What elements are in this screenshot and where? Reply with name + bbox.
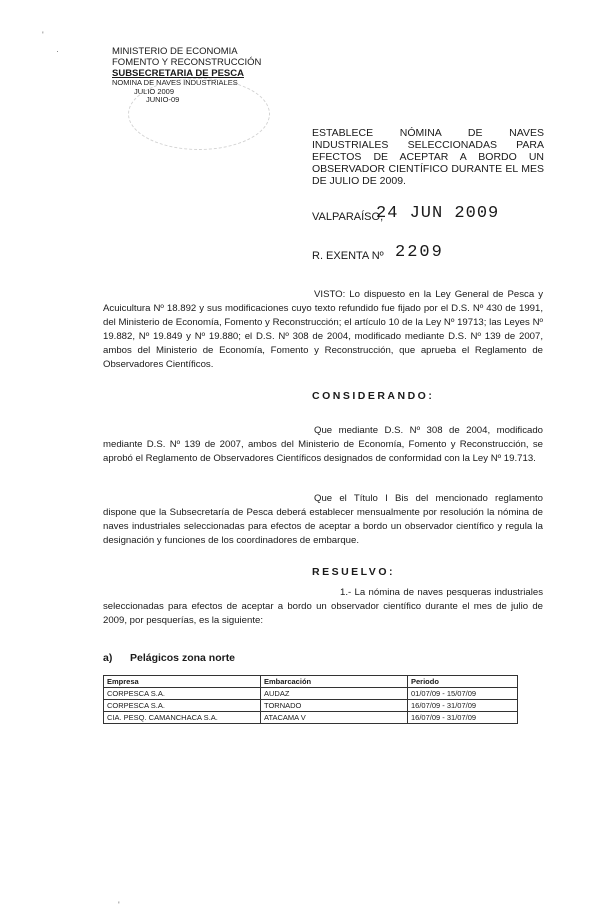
table-cell: 16/07/09 - 31/07/09 xyxy=(408,700,518,712)
considerando-paragraph-1: Que mediante D.S. Nº 308 de 2004, modificado mediante D.S. Nº 139 de 2007, ambos del Ministerio de Economía, Fomento y Reconstrucción, se aprobó el Reglamento de Observadores Científicos designados de conformidad con la Ley Nº 19.713. xyxy=(103,425,543,464)
table-row xyxy=(104,700,518,712)
section-title: Pelágicos zona norte xyxy=(130,652,236,664)
table-cell: TORNADO xyxy=(261,700,408,712)
considerando-heading: CONSIDERANDO: xyxy=(312,390,435,402)
column-header: Periodo xyxy=(408,676,518,688)
section-heading xyxy=(103,652,235,664)
table-header-row xyxy=(104,676,518,688)
scan-mark: · xyxy=(56,46,59,56)
date-stamp: 24 JUN 2009 xyxy=(376,204,500,223)
table-cell: CORPESCA S.A. xyxy=(104,700,261,712)
table-cell: CIA. PESQ. CAMANCHACA S.A. xyxy=(104,712,261,724)
ministry-subtitle: FOMENTO Y RECONSTRUCCIÓN xyxy=(112,57,262,68)
scan-mark: ' xyxy=(118,900,120,910)
column-header: Empresa xyxy=(104,676,261,688)
place-label: VALPARAÍSO, xyxy=(312,211,384,223)
document-title: ESTABLECE NÓMINA DE NAVES INDUSTRIALES SELECCIONADAS PARA EFECTOS DE ACEPTAR A BORDO UN OBSERVADOR CIENTÍFICO DURANTE EL MES DE JULIO DE 2009. xyxy=(312,127,544,187)
resolution-number: 2209 xyxy=(395,243,444,262)
column-header: Embarcación xyxy=(261,676,408,688)
visto-paragraph: VISTO: Lo dispuesto en la Ley General de Pesca y Acuicultura Nº 18.892 y sus modificaciones cuyo texto refundido fue fijado por el D.S. Nº 430 de 1991, del Ministerio de Economía, Fomento y Reconstrucción; el artículo 10 de la Ley Nº 19713; las Leyes Nº 19.882, Nº 19.849 y Nº 19.880; el D.S. Nº 308 de 2004, modificado mediante D.S. Nº 139 de 2007, ambos del Ministerio de Economía, Fomento y Reconstrucción, que aprueba el Reglamento de Observadores Científicos. xyxy=(103,289,543,370)
table-cell: ATACAMA V xyxy=(261,712,408,724)
section-label: a) xyxy=(103,652,113,664)
table-cell: 16/07/09 - 31/07/09 xyxy=(408,712,518,724)
table-cell: 01/07/09 - 15/07/09 xyxy=(408,688,518,700)
reference-line-2: JULIO 2009 xyxy=(134,86,175,96)
considerando-paragraph-2: Que el Título I Bis del mencionado reglamento dispone que la Subsecretaría de Pesca deberá establecer mensualmente por resolución la nómina de naves industriales seleccionadas para efectos de aceptar a bordo un observador científico y regula la designación y funciones de los coordinadores de embarque. xyxy=(103,493,543,546)
table-row xyxy=(104,688,518,700)
resuelvo-paragraph-1: 1.- La nómina de naves pesqueras industriales seleccionadas para efectos de aceptar a bordo un observador científico durante el mes de julio de 2009, por pesquerías, es la siguiente: xyxy=(103,587,543,626)
reference-line-1: NOMINA DE NAVES INDUSTRIALES xyxy=(112,78,238,87)
scan-mark: ' xyxy=(42,30,44,40)
official-seal xyxy=(128,78,270,150)
reference-line-3: JUNIO-09 xyxy=(146,95,180,104)
resolution-label: R. EXENTA Nº xyxy=(312,250,384,262)
table-cell: CORPESCA S.A. xyxy=(104,688,261,700)
undersecretariat: SUBSECRETARIA DE PESCA xyxy=(112,68,244,79)
table-row xyxy=(104,712,518,724)
ministry-name: MINISTERIO DE ECONOMIA xyxy=(112,46,238,57)
resuelvo-heading: RESUELVO: xyxy=(312,566,395,578)
vessel-table xyxy=(103,675,518,724)
table-cell: AUDAZ xyxy=(261,688,408,700)
